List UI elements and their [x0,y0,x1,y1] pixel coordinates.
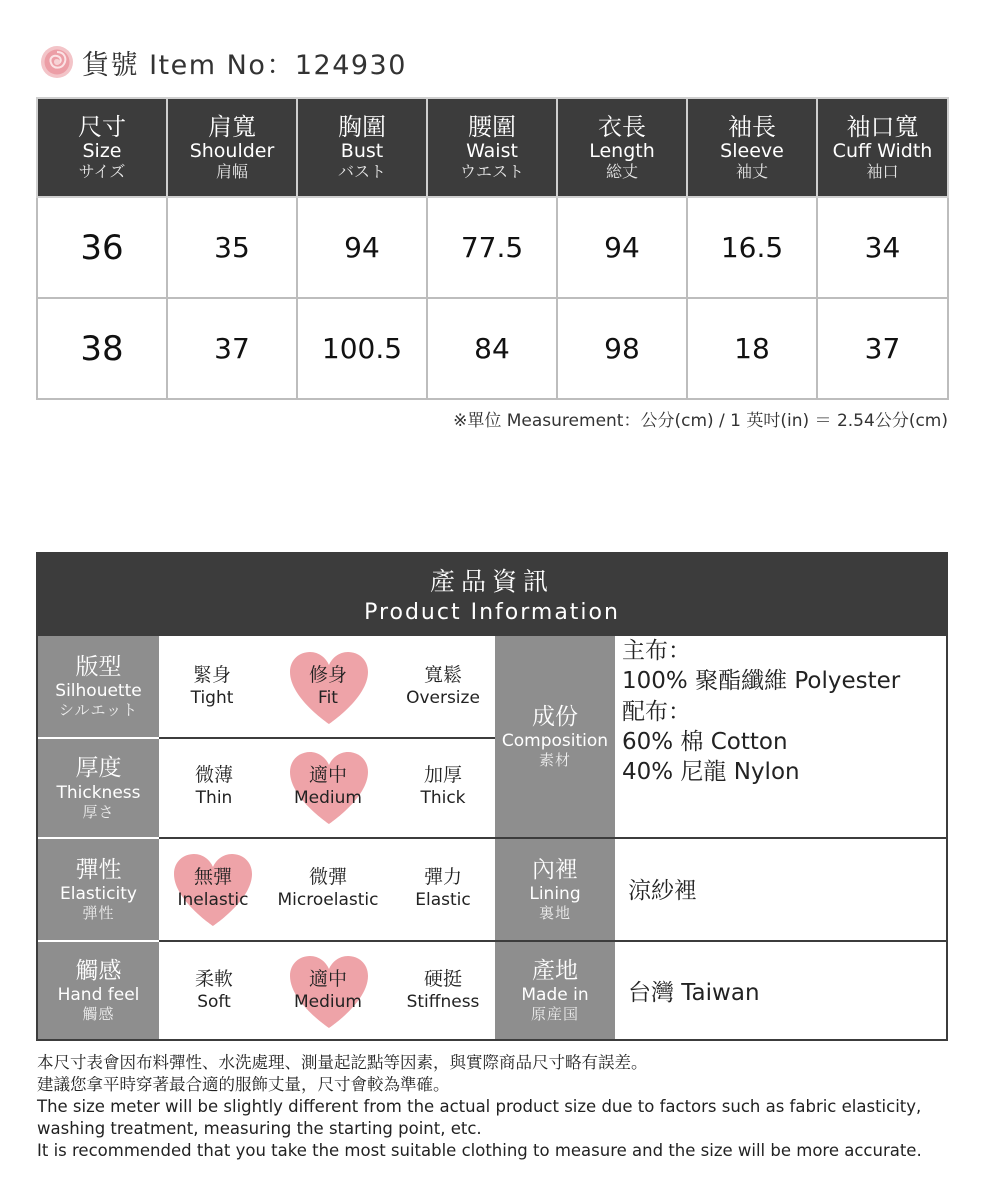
table-cell: 77.5 [427,197,557,298]
table-cell: 94 [557,197,687,298]
table-row [37,197,948,298]
header-length: 衣長 Length 総丈 [557,98,687,197]
option-stiffness: 硬挺 Stiffness [406,968,480,1012]
table-cell: 16.5 [687,197,817,298]
option-fit: 修身 Fit [308,664,347,708]
composition-line: 60% 棉 Cotton [622,729,788,756]
rose-icon [40,45,74,79]
table-cell: 38 [37,298,167,399]
item-header [40,42,407,82]
table-cell: 34 [817,197,948,298]
table-cell: 84 [427,298,557,399]
size-table [36,97,949,400]
composition-line: 主布： [622,638,691,664]
header-bust: 胸圍 Bust バスト [297,98,427,197]
composition-line: 100% 聚酯纖維 Polyester [622,668,901,695]
table-row [37,298,948,399]
option-oversize: 寬鬆 Oversize [406,664,480,708]
composition-label: 成份 Composition 素材 [495,636,615,837]
item-number-title: 貨號 Item No：124930 [82,49,407,81]
disclaimer-line: washing treatment, measuring the starting point, etc. [37,1119,482,1138]
elasticity-label: 彈性 Elasticity 弾性 [38,839,159,940]
option-tight: 緊身 Tight [190,664,234,708]
header-cuff-width: 袖口寬 Cuff Width 袖口 [817,98,948,197]
option-thick: 加厚 Thick [420,764,466,808]
thickness-label: 厚度 Thickness 厚さ [38,739,159,837]
option-microelastic: 微彈 Microelastic [277,866,379,910]
table-cell: 37 [167,298,297,399]
table-cell: 37 [817,298,948,399]
table-cell: 35 [167,197,297,298]
disclaimer-line: 建議您拿平時穿著最合適的服飾丈量，尺寸會較為準確。 [37,1075,450,1094]
lining-label: 內裡 Lining 裏地 [495,839,615,940]
product-info-title: 產品資訊 Product Information [38,554,946,636]
table-cell: 94 [297,197,427,298]
composition-value [622,636,900,788]
option-elastic: 彈力 Elastic [415,866,471,910]
header-sleeve: 袖長 Sleeve 袖丈 [687,98,817,197]
divider-line [159,737,495,739]
option-inelastic: 無彈 Inelastic [177,866,249,910]
option-soft: 柔軟 Soft [194,968,233,1012]
measurement-note: ※單位 Measurement：公分(cm) / 1 英吋(in) ＝ 2.54公分(cm) [453,411,948,431]
header-shoulder: 肩寬 Shoulder 肩幅 [167,98,297,197]
table-cell: 100.5 [297,298,427,399]
composition-line: 配布： [622,698,691,725]
divider-line [159,940,946,942]
hand-feel-label: 觸感 Hand feel 觸感 [38,942,159,1039]
table-cell: 18 [687,298,817,399]
table-cell: 98 [557,298,687,399]
origin-label: 產地 Made in 原産国 [495,942,615,1039]
disclaimer [37,1052,922,1162]
header-waist: 腰圍 Waist ウエスト [427,98,557,197]
header-size: 尺寸 Size サイズ [37,98,167,197]
table-cell: 36 [37,197,167,298]
size-table-header-row [37,98,948,197]
disclaimer-line: 本尺寸表會因布料彈性、水洗處理、測量起訖點等因素，與實際商品尺寸略有誤差。 [37,1053,648,1072]
silhouette-label: 版型 Silhouette シルエット [38,636,159,737]
origin-value: 台灣 Taiwan [628,980,760,1006]
divider-line [159,837,946,839]
lining-value: 涼紗裡 [628,878,697,904]
option-medium-feel: 適中 Medium [294,968,362,1012]
composition-line: 40% 尼龍 Nylon [622,759,800,786]
option-thin: 微薄 Thin [194,764,233,808]
option-medium-thickness: 適中 Medium [294,764,362,808]
product-info-panel [36,552,948,1041]
disclaimer-line: It is recommended that you take the most suitable clothing to measure and the size will be more accurate. [37,1141,922,1160]
disclaimer-line: The size meter will be slightly different from the actual product size due to factors such as fabric elasticity, [37,1097,922,1116]
